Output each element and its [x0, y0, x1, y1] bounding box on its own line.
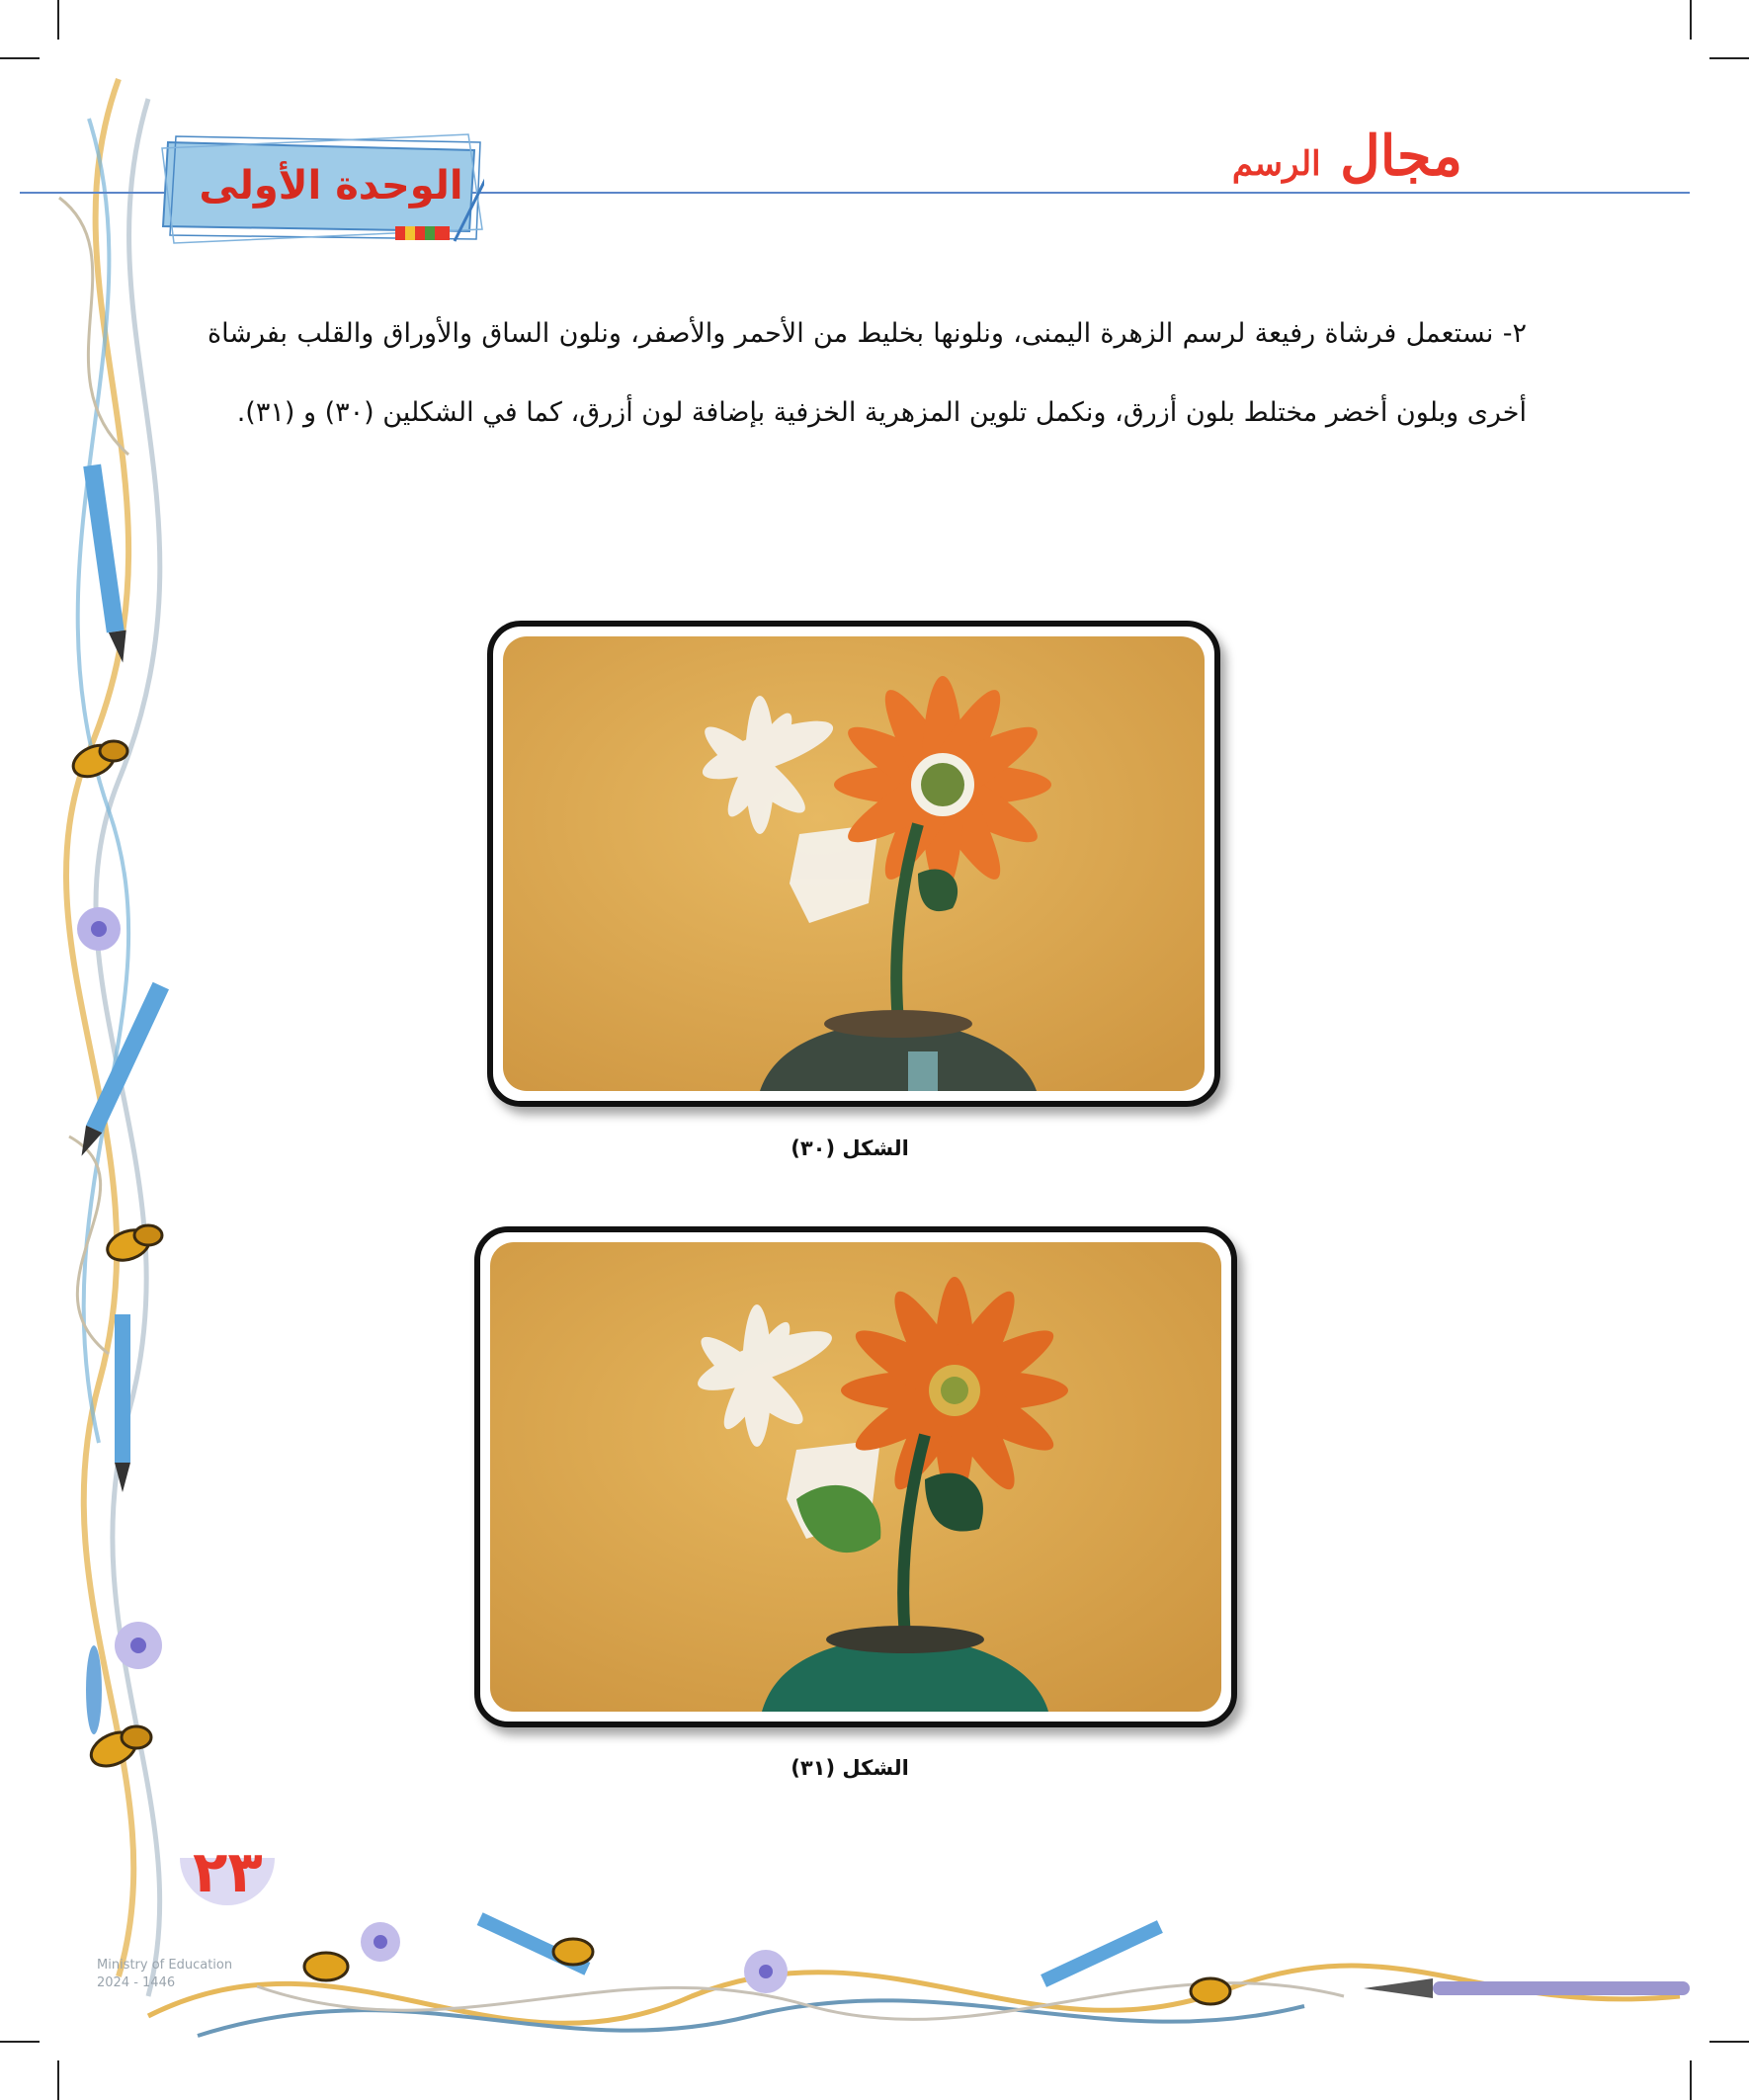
unit-title: الوحدة الأولى	[199, 163, 463, 209]
flower-icon	[77, 907, 121, 951]
butterfly-icon	[1191, 1978, 1230, 2004]
instruction-paragraph: ٢- نستعمل فرشاة رفيعة لرسم الزهرة اليمنى، ونلونها بخليط من الأحمر والأصفر، ونلون الساق والأوراق والقلب بفرشاة أخرى وبلون أخضر مختلط بلون أزرق، ونكمل تلوين المزهرية الخزفية بإضافة لون أزرق، كما في الشكلين (٣٠) و (٣١).	[208, 318, 1527, 428]
butterfly-icon	[304, 1953, 348, 1980]
page-number: ٢٣	[193, 1838, 263, 1905]
paintbrush-icon	[1364, 1978, 1690, 1998]
figure-31-frame	[474, 1226, 1237, 1727]
ministry-year: 2024 - 1446	[97, 1975, 176, 1990]
crop-mark	[1709, 57, 1749, 59]
pencil-icon	[73, 982, 169, 1160]
flower-icon	[744, 1950, 788, 1993]
section-title-main: مجال	[1340, 124, 1462, 189]
figure-30-frame	[487, 621, 1220, 1107]
butterfly-icon	[104, 1224, 162, 1265]
ministry-name: Ministry of Education	[97, 1958, 233, 1973]
figure-30-caption: الشكل (٣٠)	[791, 1136, 909, 1160]
flower-painting-image	[503, 636, 1205, 1091]
decorative-border-left	[0, 0, 227, 2100]
pencil-icon	[115, 1314, 130, 1492]
figure-31-caption: الشكل (٣١)	[791, 1756, 909, 1780]
crop-mark	[1690, 0, 1692, 40]
section-title-sub: الرسم	[1231, 144, 1321, 184]
flower-icon	[115, 1622, 162, 1669]
decorative-leaf	[86, 1645, 102, 1734]
butterfly-icon	[553, 1939, 593, 1965]
flower-icon	[361, 1922, 400, 1962]
ministry-logo-text	[97, 1957, 232, 1992]
section-title	[1166, 124, 1462, 247]
pencil-icon	[1041, 1920, 1163, 1987]
flower-painting-image	[490, 1242, 1221, 1712]
